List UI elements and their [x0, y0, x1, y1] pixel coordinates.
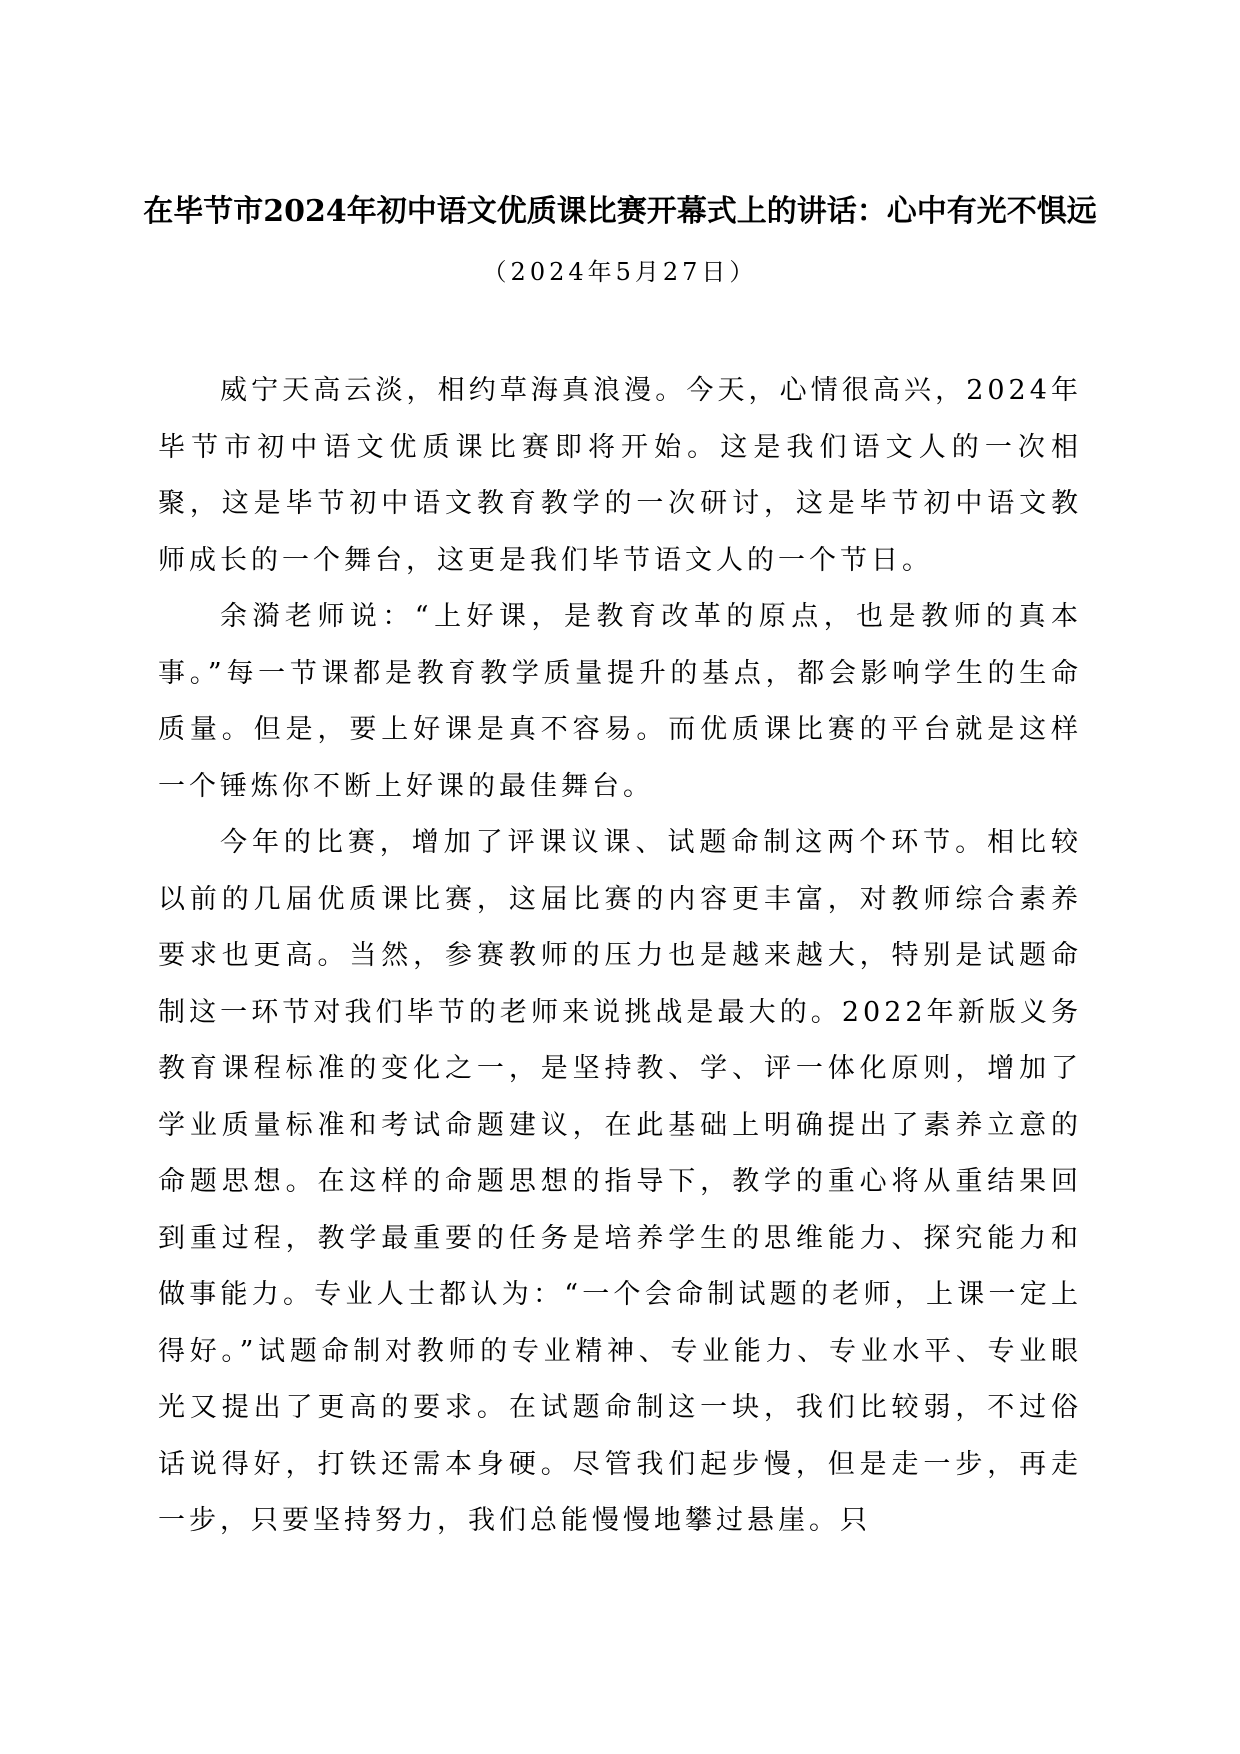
paragraph-3: 今年的比赛，增加了评课议课、试题命制这两个环节。相比较以前的几届优质课比赛，这届比赛的内容更丰富，对教师综合素养要求也更高。当然，参赛教师的压力也是越来越大，特别是试题命制这一环节对我们毕节的老师来说挑战是最大的。2022年新版义务教育课程标准的变化之一，是坚持教、学、评一体化原则，增加了学业质量标准和考试命题建议，在此基础上明确提出了素养立意的命题思想。在这样的命题思想的指导下，教学的重心将从重结果回到重过程，教学最重要的任务是培养学生的思维能力、探究能力和做事能力。专业人士都认为：“一个会命制试题的老师，上课一定上得好。”试题命制对教师的专业精神、专业能力、专业水平、专业眼光又提出了更高的要求。在试题命制这一块，我们比较弱，不过俗话说得好，打铁还需本身硬。尽管我们起步慢，但是走一步，再走一步，只要坚持努力，我们总能慢慢地攀过悬崖。只: [158, 827, 1082, 1536]
paragraph-2: 余漪老师说：“上好课，是教育改革的原点，也是教师的真本事。”每一节课都是教育教学质量提升的基点，都会影响学生的生命质量。但是，要上好课是真不容易。而优质课比赛的平台就是这样一个锤炼你不断上好课的最佳舞台。: [158, 601, 1082, 802]
document-title: 在毕节市2024年初中语文优质课比赛开幕式上的讲话：心中有光不惧远: [143, 194, 1097, 229]
document-body: [158, 363, 1082, 1550]
document-date: （2024年5月27日）: [482, 258, 758, 286]
paragraph-1: 威宁天高云淡，相约草海真浪漫。今天，心情很高兴，2024年毕节市初中语文优质课比赛即将开始。这是我们语文人的一次相聚，这是毕节初中语文教育教学的一次研讨，这是毕节初中语文教师成长的一个舞台，这更是我们毕节语文人的一个节日。: [158, 375, 1082, 576]
